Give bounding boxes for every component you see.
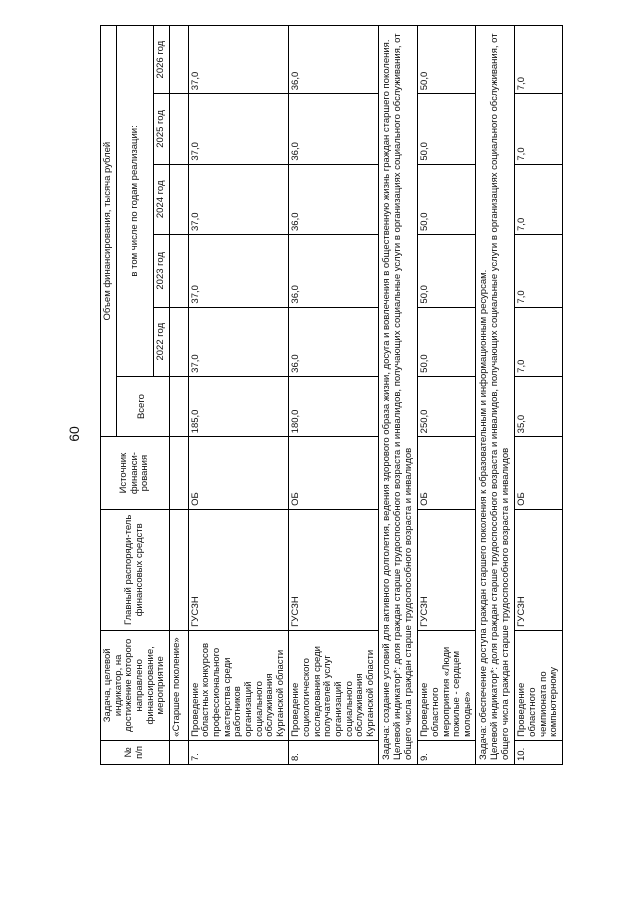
task-row-2 — [476, 26, 515, 765]
row-2022: 50,0 — [418, 307, 476, 376]
section-title: «Старшее поколение» — [169, 630, 188, 740]
row-source: ОБ — [188, 437, 289, 510]
header-2024: 2024 год — [154, 164, 170, 234]
row-num: 8. — [289, 740, 379, 764]
header-num: № п/п — [101, 740, 170, 764]
header-2023: 2023 год — [154, 234, 170, 307]
header-2025: 2025 год — [154, 94, 170, 164]
row-num: 9. — [418, 740, 476, 764]
row-2023: 50,0 — [418, 234, 476, 307]
row-name: Проведение областного чемпионата по компьютерному — [515, 630, 563, 740]
row-2024: 37,0 — [188, 164, 289, 234]
row-name: Проведение областного мероприятия «Люди пожилые - сердцем молодые» — [418, 630, 476, 740]
table-row — [188, 26, 289, 765]
row-source: ОБ — [289, 437, 379, 510]
header-task: Задача, целевой индикатор, на достижение которого направлено финансирование, мероприятие — [101, 630, 170, 740]
header-volume: Объем финансирования, тысяча рублей — [101, 26, 117, 437]
row-source: ОБ — [515, 437, 563, 510]
task-row-1 — [379, 26, 418, 765]
row-num: 7. — [188, 740, 289, 764]
row-total: 185,0 — [188, 376, 289, 436]
row-num: 10. — [515, 740, 563, 764]
row-2026: 7,0 — [515, 26, 563, 94]
table-row — [418, 26, 476, 765]
row-name: Проведение областных конкурсов профессионального мастерства среди работников организаций социального обслуживания Курганской области — [188, 630, 289, 740]
row-name: Проведение социологического исследования среди получателей услуг организаций социального обслуживания Курганской области — [289, 630, 379, 740]
row-2023: 36,0 — [289, 234, 379, 307]
row-executor: ГУСЗН — [418, 509, 476, 630]
row-2024: 50,0 — [418, 164, 476, 234]
row-total: 35,0 — [515, 376, 563, 436]
row-executor: ГУСЗН — [289, 509, 379, 630]
row-2026: 50,0 — [418, 26, 476, 94]
row-2023: 37,0 — [188, 234, 289, 307]
task-cell-2 — [476, 26, 515, 765]
row-2025: 37,0 — [188, 94, 289, 164]
row-total: 180,0 — [289, 376, 379, 436]
task-cell-1 — [379, 26, 418, 765]
task-text-2: Задача: обеспечение доступа граждан старшего поколения к образовательным и информационным ресурсам. — [478, 269, 490, 760]
row-2026: 37,0 — [188, 26, 289, 94]
row-2022: 37,0 — [188, 307, 289, 376]
header-2026: 2026 год — [154, 26, 170, 94]
table-row — [515, 26, 563, 765]
header-source: Источник финанси-рования — [101, 437, 170, 510]
row-2026: 36,0 — [289, 26, 379, 94]
header-total: Всего — [116, 376, 169, 436]
row-2023: 7,0 — [515, 234, 563, 307]
header-by-years: в том числе по годам реализации: — [116, 26, 154, 377]
row-source: ОБ — [418, 437, 476, 510]
table-row — [289, 26, 379, 765]
header-row-1 — [101, 26, 117, 765]
row-2025: 7,0 — [515, 94, 563, 164]
row-executor: ГУСЗН — [515, 509, 563, 630]
rotated-table-container — [100, 25, 640, 765]
row-2024: 7,0 — [515, 164, 563, 234]
row-executor: ГУСЗН — [188, 509, 289, 630]
task-text-1: Задача: создание условий для активного долголетия, ведения здорового образа жизни, досуга и вовлечения в общественную жизнь граждан старшего поколения. — [381, 39, 393, 760]
header-executor: Главный распоряди-тель финансовых средств — [101, 509, 170, 630]
task-indicator-1: Целевой индикатор*: доля граждан старше трудоспособного возраста и инвалидов, получающих социальные услуги в организациях социального обслуживания, от общего числа граждан старше трудоспособного возраста и инвалидов — [392, 33, 414, 760]
row-total: 250,0 — [418, 376, 476, 436]
row-2022: 7,0 — [515, 307, 563, 376]
page-number: 60 — [65, 426, 82, 442]
header-2022: 2022 год — [154, 307, 170, 376]
row-2025: 50,0 — [418, 94, 476, 164]
row-2025: 36,0 — [289, 94, 379, 164]
row-2024: 36,0 — [289, 164, 379, 234]
row-2022: 36,0 — [289, 307, 379, 376]
financing-table — [100, 25, 563, 765]
task-indicator-2: Целевой индикатор*: доля граждан старше трудоспособного возраста и инвалидов, получающих социальные услуги в организациях социального обслуживания, от общего числа граждан старше трудоспособного возраста и инвалидов — [489, 33, 511, 760]
section-row — [169, 26, 188, 765]
